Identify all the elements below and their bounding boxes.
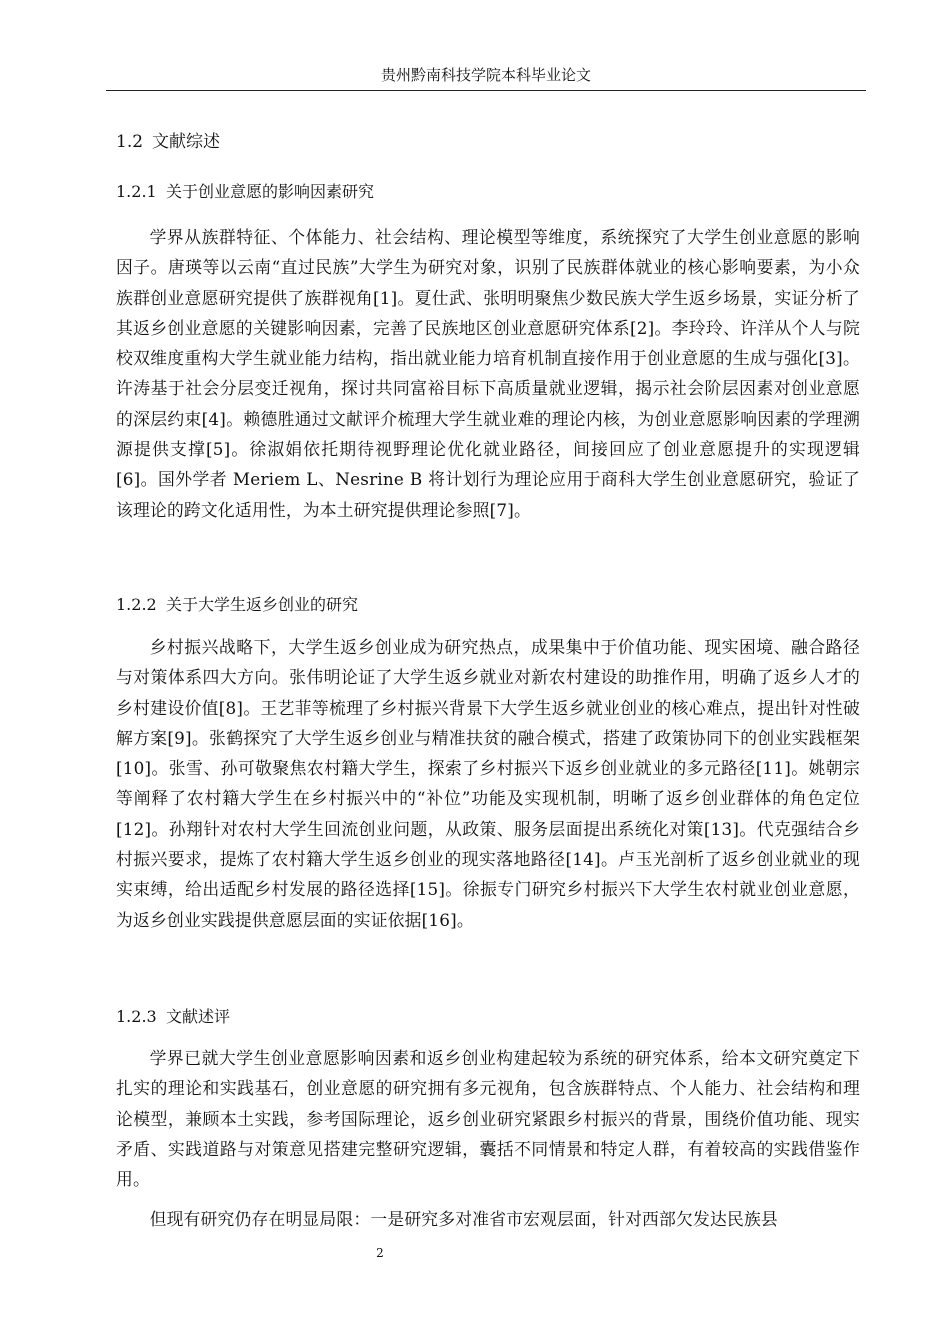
subsection-title: 文献述评	[166, 1007, 231, 1026]
subsection-heading-3	[116, 1006, 230, 1028]
subsection-number: 1.2.2	[116, 595, 157, 614]
subsection-title: 关于大学生返乡创业的研究	[166, 595, 359, 614]
subsection-number: 1.2.3	[116, 1007, 157, 1026]
paragraph-influence-factors: 学界从族群特征、个体能力、社会结构、理论模型等维度，系统探究了大学生创业意愿的影响因子。唐瑛等以云南“直过民族”大学生为研究对象，识别了民族群体就业的核心影响要素，为小众族群创业意愿研究提供了族群视角[1]。夏仕武、张明明聚焦少数民族大学生返乡场景，实证分析了其返乡创业意愿的关键影响因素，完善了民族地区创业意愿研究体系[2]。李玲玲、许洋从个人与院校双维度重构大学生就业能力结构，指出就业能力培育机制直接作用于创业意愿的生成与强化[3]。许涛基于社会分层变迁视角，探讨共同富裕目标下高质量就业逻辑，揭示社会阶层因素对创业意愿的深层约束[4]。赖德胜通过文献评介梳理大学生就业难的理论内核，为创业意愿影响因素的学理溯源提供支撑[5]。徐淑娟依托期待视野理论优化就业路径，间接回应了创业意愿提升的实现逻辑[6]。国外学者 Meriem L、Nesrine B 将计划行为理论应用于商科大学生创业意愿研究，验证了该理论的跨文化适用性，为本土研究提供理论参照[7]。	[116, 227, 860, 520]
subsection-heading-2	[116, 594, 358, 616]
paragraph-review: 学界已就大学生创业意愿影响因素和返乡创业构建起较为系统的研究体系，给本文研究奠定下扎实的理论和实践基石，创业意愿的研究拥有多元视角，包含族群特点、个人能力、社会结构和理论模型，兼顾本土实践，参考国际理论，返乡创业研究紧跟乡村振兴的背景，围绕价值功能、现实矛盾、实践道路与对策意见搭建完整研究逻辑，囊括不同情景和特定人群，有着较高的实践借鉴作用。	[116, 1048, 860, 1190]
subsection-heading-1	[116, 181, 374, 203]
paragraph-limitations: 但现有研究仍存在明显局限：一是研究多对准省市宏观层面，针对西部欠发达民族县	[149, 1209, 778, 1229]
paragraph-return-entrepreneurship: 乡村振兴战略下，大学生返乡创业成为研究热点，成果集中于价值功能、现实困境、融合路径与对策体系四大方向。张伟明论证了大学生返乡就业对新农村建设的助推作用，明确了返乡人才的乡村建设价值[8]。王艺菲等梳理了乡村振兴背景下大学生返乡就业创业的核心难点，提出针对性破解方案[9]。张鹤探究了大学生返乡创业与精准扶贫的融合模式，搭建了政策协同下的创业实践框架[10]。张雪、孙可敬聚焦农村籍大学生，探索了乡村振兴下返乡创业就业的多元路径[11]。姚朝宗等阐释了农村籍大学生在乡村振兴中的“补位”功能及实现机制，明晰了返乡创业群体的角色定位[12]。孙翔针对农村大学生回流创业问题，从政策、服务层面提出系统化对策[13]。代克强结合乡村振兴要求，提炼了农村籍大学生返乡创业的现实落地路径[14]。卢玉光剖析了返乡创业就业的现实束缚，给出适配乡村发展的路径选择[15]。徐振专门研究乡村振兴下大学生农村就业创业意愿，为返乡创业实践提供意愿层面的实证依据[16]。	[116, 637, 860, 930]
section-number: 1.2	[116, 132, 144, 152]
subsection-title: 关于创业意愿的影响因素研究	[166, 182, 375, 201]
page-number: 2	[376, 1246, 384, 1260]
subsection-number: 1.2.1	[116, 182, 157, 201]
page-header: 贵州黔南科技学院本科毕业论文	[380, 66, 591, 84]
section-title: 文献综述	[152, 132, 220, 152]
header-rule	[106, 90, 866, 91]
section-heading	[116, 131, 220, 153]
